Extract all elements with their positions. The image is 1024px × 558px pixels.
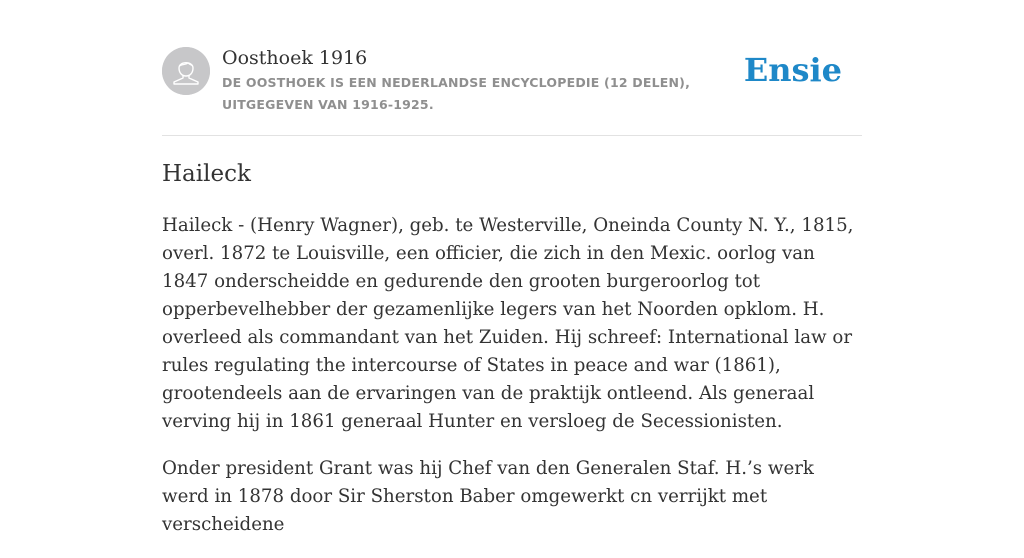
article-title: Haileck: [162, 161, 251, 187]
article-paragraph: Onder president Grant was hij Chef van den Generalen Staf. H.’s werk werd in 1878 door Sir Sherston Baber omgewerkt cn verrijkt met verscheidene: [162, 458, 814, 535]
user-avatar-icon[interactable]: [162, 47, 210, 95]
ensie-logo[interactable]: Ensie: [743, 51, 842, 89]
source-header: [162, 0, 862, 136]
article-body: [162, 212, 862, 558]
content-container: [162, 0, 862, 535]
source-description: DE OOSTHOEK IS EEN NEDERLANDSE ENCYCLOPEDIE (12 DELEN), UITGEGEVEN VAN 1916-1925.: [222, 75, 691, 112]
source-title[interactable]: Oosthoek 1916: [222, 47, 368, 69]
article-paragraph: Haileck - (Henry Wagner), geb. te Westerville, Oneinda County N. Y., 1815, overl. 1872 te Louisville, een officier, die zich in den Mexic. oorlog van 1847 onderscheidde en gedurende den grooten burgeroorlog tot opperbevelhebber der gezamenlijke legers van het Noorden opklom. H. overleed als commandant van het Zuiden. Hij schreef: International law or rules regulating the intercourse of States in peace and war (1861), grootendeels aan de ervaringen van de praktijk ontleend. Als generaal verving hij in 1861 generaal Hunter en versloeg de Secessionisten.: [162, 215, 854, 432]
